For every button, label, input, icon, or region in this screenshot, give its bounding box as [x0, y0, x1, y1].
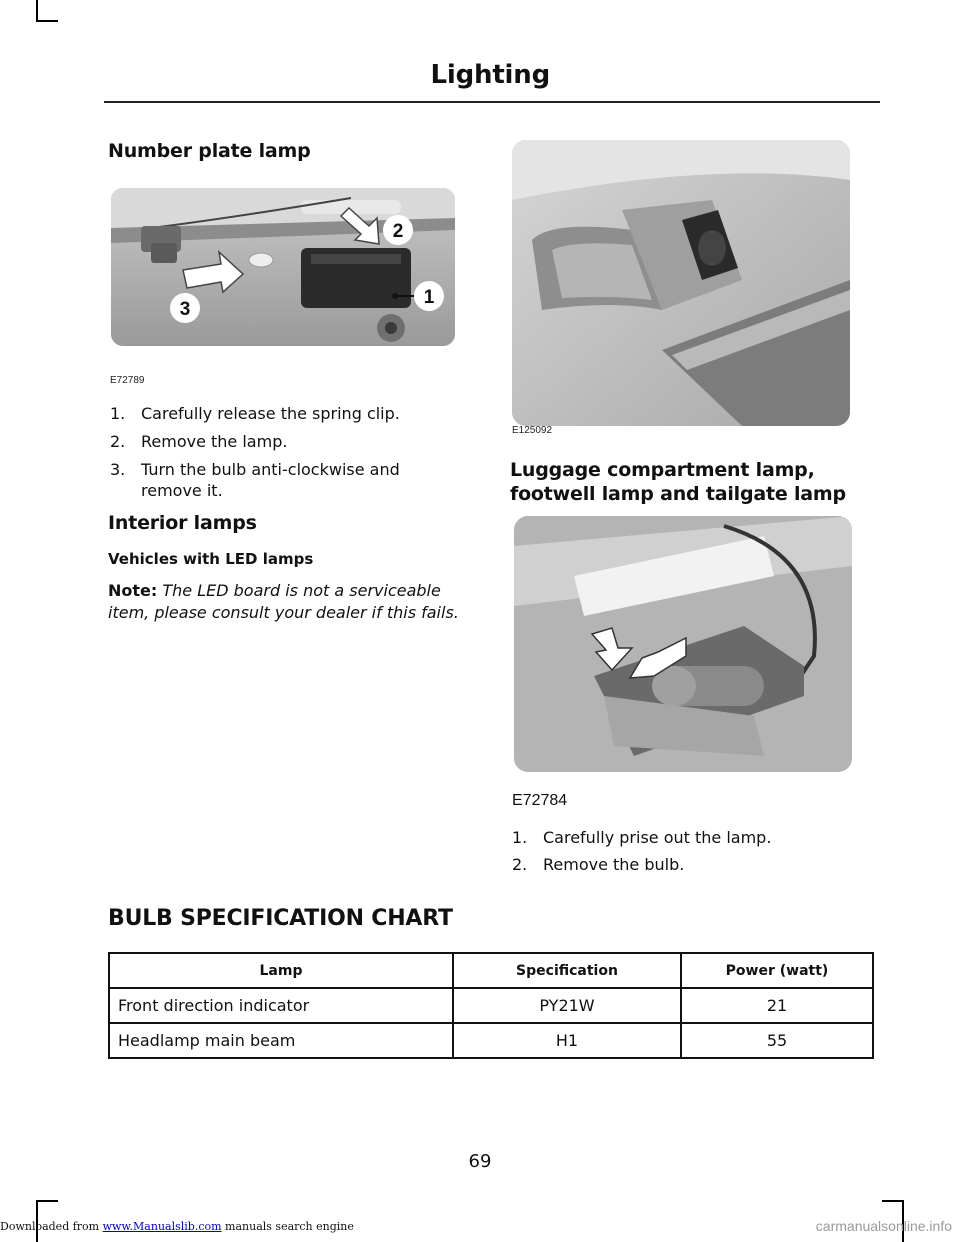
step-number: 1.: [110, 404, 126, 423]
table-cell: Headlamp main beam: [109, 1023, 453, 1058]
luggage-heading-line: Luggage compartment lamp,: [510, 459, 815, 481]
footer-prefix: Downloaded from: [0, 1220, 103, 1233]
table-cell: 55: [681, 1023, 873, 1058]
table-header-row: [109, 953, 873, 988]
table-cell: Front direction indicator: [109, 988, 453, 1023]
note: [108, 580, 478, 624]
number-plate-illustration: [111, 188, 455, 346]
led-subheading: Vehicles with LED lamps: [108, 550, 314, 568]
crop-mark: [882, 1200, 904, 1202]
step-text: Carefully release the spring clip.: [141, 404, 400, 423]
watermark: carmanualsonline.info: [815, 1218, 952, 1234]
note-text-cont: item, please consult your dealer if this fails.: [108, 603, 459, 622]
step-text: Remove the bulb.: [543, 855, 685, 874]
header-rule: [104, 101, 880, 103]
figure-code: E125092: [512, 425, 553, 436]
page-header-title: Lighting: [430, 60, 550, 90]
callout-2: 2: [392, 221, 404, 242]
table-row: [109, 1023, 873, 1058]
figure-luggage-lamp: [514, 516, 852, 772]
figure-code: E72784: [512, 792, 568, 809]
step-number: 3.: [110, 460, 126, 479]
bulb-chart-heading: BULB SPECIFICATION CHART: [108, 906, 453, 931]
manualslib-link[interactable]: www.Manualslib.com: [102, 1220, 222, 1233]
step-text: Turn the bulb anti-clockwise and: [141, 460, 400, 479]
footer-suffix: manuals search engine: [221, 1220, 354, 1233]
note-label: Note:: [108, 581, 158, 600]
column-header: Power (watt): [681, 953, 873, 988]
figure-number-plate-lamp: [111, 188, 455, 346]
callout-3: 3: [179, 299, 191, 320]
luggage-lamp-illustration: [514, 516, 852, 772]
crop-mark: [36, 20, 58, 22]
list-item: [512, 853, 872, 877]
column-header: Lamp: [109, 953, 453, 988]
table-row: [109, 988, 873, 1023]
table-cell: H1: [453, 1023, 681, 1058]
step-number: 2.: [110, 432, 126, 451]
page-number: 69: [468, 1151, 492, 1172]
crop-mark: [36, 0, 38, 22]
step-text-cont: remove it.: [141, 481, 223, 500]
luggage-heading-line: footwell lamp and tailgate lamp: [510, 483, 846, 505]
interior-lamp-illustration: [512, 140, 850, 426]
table-cell: 21: [681, 988, 873, 1023]
callout-1: 1: [423, 287, 435, 308]
bulb-spec-table: [108, 952, 874, 1059]
step-number: 2.: [512, 855, 528, 874]
crop-mark: [36, 1200, 58, 1202]
list-item: [110, 458, 470, 506]
download-footer: [0, 1220, 354, 1233]
column-header: Specification: [453, 953, 681, 988]
step-number: 1.: [512, 828, 528, 847]
list-item: [110, 430, 470, 454]
figure-code: E72789: [110, 375, 145, 386]
luggage-heading: [510, 458, 846, 506]
interior-lamps-heading: Interior lamps: [108, 512, 257, 534]
list-item: [512, 826, 872, 850]
number-plate-heading: Number plate lamp: [108, 140, 311, 162]
note-text: The LED board is not a serviceable: [162, 581, 441, 600]
table-cell: PY21W: [453, 988, 681, 1023]
figure-interior-lamp: [512, 140, 850, 426]
step-text: Carefully prise out the lamp.: [543, 828, 772, 847]
list-item: [110, 402, 470, 426]
step-text: Remove the lamp.: [141, 432, 288, 451]
